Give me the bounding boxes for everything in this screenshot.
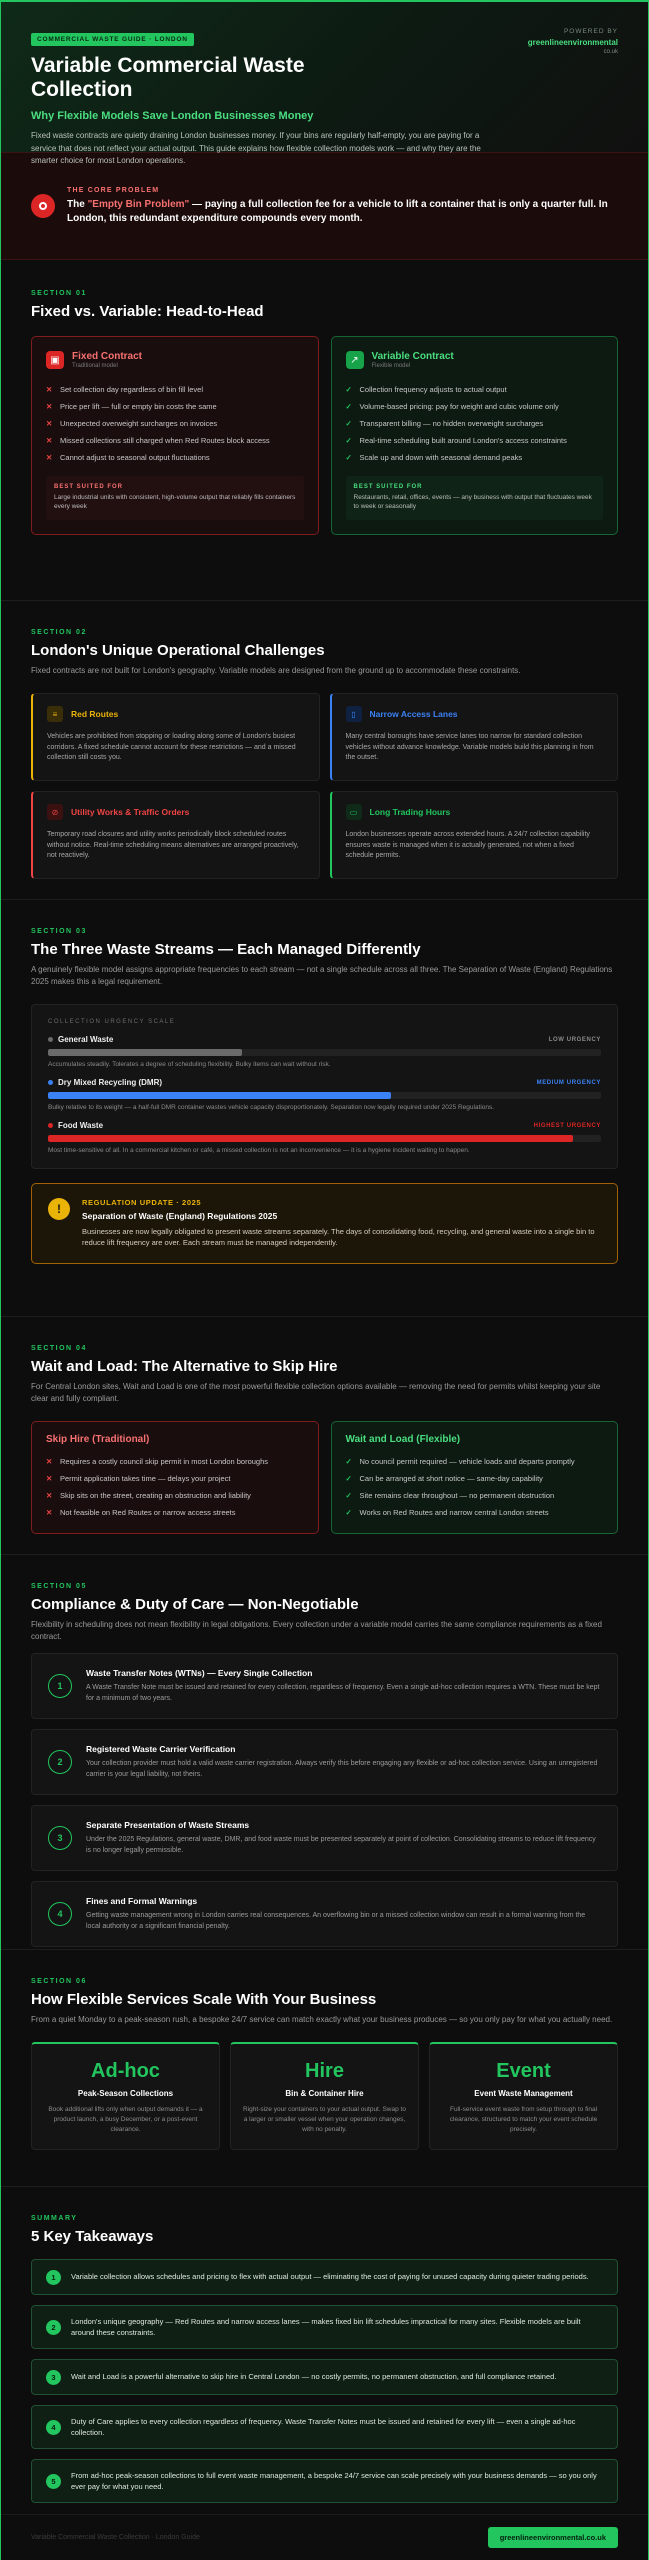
section-desc: From a quiet Monday to a peak-season rush, a bespoke 24/7 service can match exactly what your business produces — so you only pay for what you actually need. xyxy=(31,2015,613,2024)
section-title: Wait and Load: The Alternative to Skip Hire xyxy=(31,1358,338,1375)
reg-label: REGULATION UPDATE · 2025 xyxy=(82,1198,202,1207)
urgency-fill xyxy=(48,1135,573,1142)
section-desc: A genuinely flexible model assigns appropriate frequencies to each stream — not a single schedule across all three. The Separation of Waste (England) Regulations 2025 makes this a legal requirement. xyxy=(31,965,613,986)
compliance-item: 2 Registered Waste Carrier Verification Your collection provider must hold a valid waste carrier registration. Always verify this before engaging any flexible or ad-hoc collection service. Using an unregistered carrier is your legal liability, not theirs. xyxy=(31,1729,618,1795)
list-item: ✓ Scale up and down with seasonal demand peaks xyxy=(345,453,523,462)
page-title: Variable Commercial Waste Collection xyxy=(31,54,305,102)
fixed-title: Fixed Contract xyxy=(72,351,143,362)
target-icon xyxy=(31,194,55,218)
urgency-fill xyxy=(48,1092,391,1099)
check-icon: ✓ xyxy=(345,1491,352,1500)
variable-title: Variable Contract xyxy=(371,351,454,362)
section-title: How Flexible Services Scale With Your Business xyxy=(31,1991,377,2008)
brand-block xyxy=(528,28,618,55)
check-icon: ✓ xyxy=(345,436,352,445)
scale-card-event: Event Event Waste Management Full-service event waste from setup through to final clearance, structured to match your event schedule precisely. xyxy=(429,2042,618,2150)
section-desc: Flexibility in scheduling does not mean flexibility in legal obligations. Every collection under a variable model carries the same compliance requirements as a fixed contract. xyxy=(31,1620,602,1641)
list-item: ✓ No council permit required — vehicle loads and departs promptly xyxy=(345,1457,575,1466)
list-item: ✕ Skip sits on the street, creating an obstruction and liability xyxy=(46,1491,251,1500)
check-icon: ✓ xyxy=(345,453,352,462)
section-desc: For Central London sites, Wait and Load is one of the most powerful flexible collection options available — removing the need for permits whilst keeping your site clear and fully compliant. xyxy=(31,1382,601,1403)
page-subtitle: Why Flexible Models Save London Businesses Money xyxy=(31,110,314,123)
check-icon: ✓ xyxy=(345,1508,352,1517)
list-item: ✕ Price per lift — full or empty bin costs the same xyxy=(46,402,217,411)
cross-icon: ✕ xyxy=(46,419,53,428)
check-icon: ✓ xyxy=(345,419,352,428)
stream-name: Dry Mixed Recycling (DMR) xyxy=(58,1078,163,1087)
brand-label: POWERED BY xyxy=(563,28,618,35)
check-icon: ✓ xyxy=(345,1457,352,1466)
challenge-narrow-lanes: ▯ Narrow Access Lanes Many central boroughs have service lanes too narrow for standard collection vehicles without advance knowledge. Variable models build this planning in from the outset. xyxy=(330,693,619,781)
stream-dot xyxy=(48,1037,53,1042)
reg-title: Separation of Waste (England) Regulations 2025 xyxy=(82,1211,278,1221)
list-item: ✕ Cannot adjust to seasonal output fluctuations xyxy=(46,453,210,462)
section-label: SECTION 03 xyxy=(31,928,87,935)
cross-icon: ✕ xyxy=(46,436,53,445)
urgency-bar xyxy=(48,1135,601,1142)
chart-icon: ↗ xyxy=(346,351,364,369)
core-problem-label: THE CORE PROBLEM xyxy=(67,186,160,194)
skip-title: Skip Hire (Traditional) xyxy=(46,1434,150,1445)
list-item: ✕ Permit application takes time — delays your project xyxy=(46,1474,231,1483)
road-icon: ≡ xyxy=(47,706,63,722)
warning-icon: ! xyxy=(48,1198,70,1220)
guide-badge: COMMERCIAL WASTE GUIDE · LONDON xyxy=(31,33,194,46)
best-suited-box: BEST SUITED FOR Large industrial units with consistent, high-volume output that reliably fills containers every week xyxy=(46,476,304,520)
section-wait-and-load xyxy=(1,1317,648,1554)
list-item: ✕ Unexpected overweight surcharges on invoices xyxy=(46,419,218,428)
list-item: ✓ Works on Red Routes and narrow central London streets xyxy=(345,1508,549,1517)
urgency-fill xyxy=(48,1049,242,1056)
website-button[interactable]: greenlineenvironmental.co.uk xyxy=(488,2527,618,2548)
list-item: ✓ Volume-based pricing: pay for weight and cubic volume only xyxy=(345,402,559,411)
compliance-item: 1 Waste Transfer Notes (WTNs) — Every Single Collection A Waste Transfer Note must be issued and retained for every collection, regardless of frequency. Even a single ad-hoc collection requires a WTN. These must be kept for a minimum of two years. xyxy=(31,1653,618,1719)
section-label: SECTION 01 xyxy=(31,290,87,297)
challenge-trading-hours: ▭ Long Trading Hours London businesses operate across extended hours. A 24/7 collection capability ensures waste is managed when it is actually generated, not when a fixed schedule permits. xyxy=(330,791,619,879)
takeaway-item: 5 From ad-hoc peak-season collections to full event waste management, a bespoke 24/7 service can scale precisely with your business demands — so you only ever pay for what you need. xyxy=(31,2459,618,2503)
takeaway-item: 3 Wait and Load is a powerful alternative to skip hire in Central London — no costly permits, no permanent obstruction, and full compliance retained. xyxy=(31,2359,618,2395)
section-summary xyxy=(1,2187,648,2503)
section-label: SECTION 06 xyxy=(31,1978,87,1985)
section-london-challenges xyxy=(1,601,648,899)
takeaway-item: 4 Duty of Care applies to every collection regardless of frequency. Waste Transfer Notes must be issued and retained for every lift — even a single ad-hoc collection. xyxy=(31,2405,618,2449)
monitor-icon: ▭ xyxy=(346,804,362,820)
section-fixed-vs-variable xyxy=(1,260,648,600)
stream-note: Accumulates steadily. Tolerates a degree of scheduling flexibility. Bulky items can wait without risk. xyxy=(48,1061,331,1068)
section-scale xyxy=(1,1950,648,2186)
check-icon: ✓ xyxy=(345,402,352,411)
urgency-scale-card xyxy=(31,1004,618,1169)
list-item: ✕ Requires a costly council skip permit in most London boroughs xyxy=(46,1457,269,1466)
brand-sub: co.uk xyxy=(603,49,618,55)
challenge-red-routes: ≡ Red Routes Vehicles are prohibited from stopping or loading along some of London's busiest corridors. A fixed schedule cannot account for these restrictions — and a missed collection still costs you. xyxy=(31,693,320,781)
cross-icon: ✕ xyxy=(46,1474,53,1483)
variable-sub: Flexible model xyxy=(371,363,411,369)
urgency-bar xyxy=(48,1092,601,1099)
urgency-bar xyxy=(48,1049,601,1056)
cross-icon: ✕ xyxy=(46,1508,53,1517)
section-compliance xyxy=(1,1555,648,1949)
stream-dot xyxy=(48,1123,53,1128)
list-item: ✓ Site remains clear throughout — no permanent obstruction xyxy=(345,1491,555,1500)
section-label: SECTION 04 xyxy=(31,1345,87,1352)
urgency-row xyxy=(48,1035,601,1068)
urgency-row xyxy=(48,1121,601,1154)
stream-note: Bulky relative to its weight — a half-full DMR container wastes vehicle capacity disproportionately. Separation now legally required under 2025 Regulations. xyxy=(48,1104,495,1111)
section-title: Compliance & Duty of Care — Non-Negotiable xyxy=(31,1596,359,1613)
section-title: 5 Key Takeaways xyxy=(31,2228,154,2245)
best-suited-box: BEST SUITED FOR Restaurants, retail, offices, events — any business with output that fluctuates week to week or seasonally xyxy=(346,476,604,520)
stream-name: Food Waste xyxy=(58,1121,104,1130)
core-problem-text: The "Empty Bin Problem" — paying a full collection fee for a vehicle to lift a container that is only a quarter full. In London, this redundant expenditure compounds every month. xyxy=(67,198,608,224)
urgency-level: HIGHEST URGENCY xyxy=(533,1122,601,1129)
list-item: ✓ Collection frequency adjusts to actual output xyxy=(345,385,507,394)
takeaway-item: 1 Variable collection allows schedules and pricing to flex with actual output — eliminating the cost of paying for unused capacity during quieter trading periods. xyxy=(31,2259,618,2295)
urgency-level: LOW URGENCY xyxy=(548,1036,601,1043)
cross-icon: ✕ xyxy=(46,453,53,462)
list-item: ✓ Real-time scheduling built around London's access constraints xyxy=(345,436,567,445)
fixed-list xyxy=(46,381,304,466)
cross-icon: ✕ xyxy=(46,385,53,394)
section-title: London's Unique Operational Challenges xyxy=(31,642,325,659)
urgency-level: MEDIUM URGENCY xyxy=(536,1079,601,1086)
takeaway-item: 2 London's unique geography — Red Routes and narrow access lanes — makes fixed bin lift schedules impractical for many sites. Flexible models are built around these constraints. xyxy=(31,2305,618,2349)
section-label: SECTION 05 xyxy=(31,1583,87,1590)
section-title: Fixed vs. Variable: Head-to-Head xyxy=(31,303,264,320)
variable-list xyxy=(346,381,604,466)
list-item: ✕ Set collection day regardless of bin fill level xyxy=(46,385,203,394)
cross-icon: ✕ xyxy=(46,1491,53,1500)
cross-icon: ✕ xyxy=(46,1457,53,1466)
cross-icon: ✕ xyxy=(46,402,53,411)
section-label: SECTION 02 xyxy=(31,629,87,636)
urgency-caption: COLLECTION URGENCY SCALE xyxy=(48,1019,176,1025)
skip-hire-card xyxy=(31,1421,319,1534)
intro-text: Fixed waste contracts are quietly draining London businesses money. If your bins are regularly half-empty, you are paying for a service that does not reflect your actual output. This guide explains how flexible collection models work — and why they are the smarter choice for most London operations. xyxy=(31,131,481,166)
stream-dot xyxy=(48,1080,53,1085)
core-problem-banner xyxy=(1,152,648,260)
wait-and-load-card xyxy=(331,1421,619,1534)
section-waste-streams xyxy=(1,900,648,1316)
section-label: SUMMARY xyxy=(31,2215,78,2222)
compliance-item: 3 Separate Presentation of Waste Streams Under the 2025 Regulations, general waste, DMR, and food waste must be presented separately at point of collection. Consolidating streams to reduce lift frequency is no longer legally permissible. xyxy=(31,1805,618,1871)
footer-text: Variable Commercial Waste Collection · London Guide xyxy=(31,2534,200,2541)
fixed-sub: Traditional model xyxy=(72,363,118,369)
lock-icon: ▣ xyxy=(46,351,64,369)
list-item: ✓ Can be arranged at short notice — same-day capability xyxy=(345,1474,543,1483)
urgency-row xyxy=(48,1078,601,1111)
challenge-utility-works: ⊘ Utility Works & Traffic Orders Temporary road closures and utility works periodically block scheduled routes without notice. Real-time scheduling means alternatives are arranged proactively, not reactively. xyxy=(31,791,320,879)
brand-name[interactable]: greenlineenvironmental xyxy=(527,38,618,47)
check-icon: ✓ xyxy=(345,385,352,394)
scale-card-adhoc: Ad-hoc Peak-Season Collections Book additional lifts only when output demands it — a product launch, a busy December, or a post-event clearance. xyxy=(31,2042,220,2150)
scale-card-hire: Hire Bin & Container Hire Right-size your containers to your actual output. Swap to a larger or smaller vessel when your operation changes, with no penalty. xyxy=(230,2042,419,2150)
list-item: ✕ Missed collections still charged when Red Routes block access xyxy=(46,436,270,445)
hero-header xyxy=(1,0,648,166)
section-desc: Fixed contracts are not built for London's geography. Variable models are designed from the ground up to accommodate these constraints. xyxy=(31,666,521,675)
list-item: ✓ Transparent billing — no hidden overweight surcharges xyxy=(345,419,544,428)
blocked-icon: ⊘ xyxy=(47,804,63,820)
empty-bin-highlight: "Empty Bin Problem" xyxy=(87,198,190,210)
lane-icon: ▯ xyxy=(346,706,362,722)
footer xyxy=(1,2514,648,2560)
variable-contract-card xyxy=(331,336,619,535)
section-title: The Three Waste Streams — Each Managed Differently xyxy=(31,941,421,958)
check-icon: ✓ xyxy=(345,1474,352,1483)
compliance-item: 4 Fines and Formal Warnings Getting waste management wrong in London carries real consequences. An overflowing bin or a missed collection window can result in a formal warning from the local authority or a significant financial penalty. xyxy=(31,1881,618,1947)
fixed-contract-card xyxy=(31,336,319,535)
stream-name: General Waste xyxy=(58,1035,114,1044)
wait-title: Wait and Load (Flexible) xyxy=(345,1434,461,1445)
regulation-update-box xyxy=(31,1183,618,1264)
stream-note: Most time-sensitive of all. In a commercial kitchen or café, a missed collection is not an inconvenience — it is a hygiene incident waiting to happen. xyxy=(48,1147,470,1154)
list-item: ✕ Not feasible on Red Routes or narrow access streets xyxy=(46,1508,236,1517)
reg-desc: Businesses are now legally obligated to present waste streams separately. The days of consolidating food, recycling, and general waste into a single bin to reduce lift frequency are over. Each stream must be managed independently. xyxy=(82,1227,595,1248)
